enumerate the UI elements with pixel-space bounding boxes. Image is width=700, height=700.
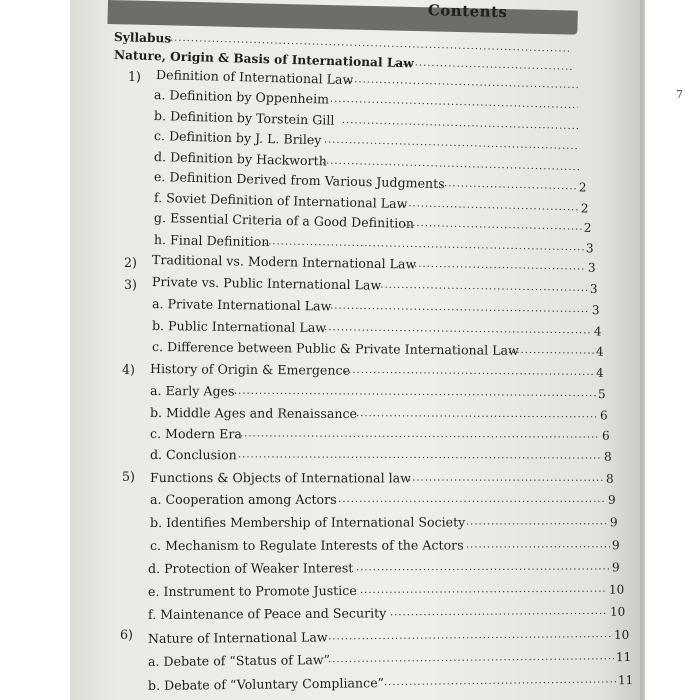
toc-entry-subsection bbox=[147, 581, 625, 601]
toc-leader-dots bbox=[238, 446, 602, 465]
contents-title: Contents bbox=[427, 1, 508, 22]
toc-entry-subsection bbox=[150, 536, 618, 555]
toc-entry-section bbox=[150, 469, 612, 488]
toc-leader-dots bbox=[408, 469, 604, 487]
toc-entry-subsection bbox=[147, 648, 632, 671]
toc-page-number: 4 bbox=[593, 324, 602, 339]
toc-entry-label: g. Essential Criteria of a Good Definition bbox=[153, 210, 415, 231]
toc-entry-label: Nature of International Law bbox=[147, 629, 328, 646]
toc-entry-subsection bbox=[150, 382, 604, 403]
toc-page-number: 9 bbox=[611, 538, 620, 553]
toc-leader-dots bbox=[384, 671, 616, 692]
toc-leader-dots bbox=[410, 256, 586, 277]
toc-page-number: 6 bbox=[601, 428, 610, 443]
toc-leader-dots bbox=[466, 536, 610, 554]
toc-entry-subsection bbox=[150, 491, 614, 509]
toc-entry-label: c. Difference between Public & Private International Law bbox=[151, 339, 519, 358]
toc-entry-subsection bbox=[150, 425, 608, 445]
toc-leader-dots bbox=[234, 383, 596, 404]
toc-leader-dots bbox=[240, 425, 600, 444]
toc-leader-dots bbox=[404, 215, 582, 237]
toc-section-number: 1) bbox=[128, 69, 141, 84]
toc-page-number: 2 bbox=[578, 180, 587, 195]
toc-page-number: 3 bbox=[591, 303, 600, 318]
toc-entry-label: a. Private International Law bbox=[151, 296, 332, 314]
toc-entry-label: Nature, Origin & Basis of International Law bbox=[113, 48, 414, 71]
toc-leader-dots bbox=[390, 603, 608, 623]
toc-leader-dots bbox=[328, 648, 614, 669]
toc-entry-label: b. Public International Law bbox=[151, 318, 327, 336]
toc-entry-label: c. Definition by J. L. Briley bbox=[153, 128, 322, 148]
toc-page-number: 10 bbox=[609, 604, 626, 619]
toc-entry-label: Functions & Objects of International law bbox=[149, 470, 411, 486]
toc-page-number: 11 bbox=[615, 649, 632, 665]
toc-section-number: 5) bbox=[122, 469, 135, 484]
toc-entry-label: a. Cooperation among Actors bbox=[150, 492, 337, 507]
toc-entry-label: b. Identifies Membership of International Society bbox=[149, 514, 466, 530]
toc-leader-dots bbox=[324, 626, 612, 647]
toc-page-number: 4 bbox=[595, 344, 604, 359]
toc-leader-dots bbox=[356, 405, 598, 424]
toc-entry-label: Syllabus bbox=[113, 30, 172, 46]
toc-entry-label: b. Debate of “Voluntary Compliance” bbox=[147, 675, 385, 693]
toc-leader-dots bbox=[360, 581, 606, 600]
toc-page-number: 9 bbox=[609, 515, 618, 530]
toc-leader-dots bbox=[400, 195, 580, 217]
toc-page-number: 9 bbox=[611, 560, 620, 575]
toc-entry-label: a. Definition by Oppenheim bbox=[153, 87, 330, 107]
toc-page-number: 11 bbox=[617, 673, 634, 688]
toc-page-number: 3 bbox=[589, 281, 598, 296]
toc-entry-label: a. Early Ages bbox=[149, 383, 235, 399]
toc-section-number: 6) bbox=[120, 627, 133, 642]
toc-section-number: 3) bbox=[124, 277, 137, 292]
toc-entry-label: e. Definition Derived from Various Judgments bbox=[153, 169, 445, 192]
toc-section-number: 2) bbox=[124, 255, 137, 270]
toc-leader-dots bbox=[372, 276, 588, 297]
toc-entry-subsection bbox=[148, 558, 618, 578]
toc-leader-dots bbox=[466, 513, 608, 531]
toc-page-number: 8 bbox=[603, 449, 612, 464]
toc-entry-subsection bbox=[150, 446, 610, 466]
toc-entry-label: d. Definition by Hackworth bbox=[153, 149, 328, 169]
toc-entry-label: d. Conclusion bbox=[149, 447, 237, 463]
toc-entry-section bbox=[147, 626, 630, 648]
toc-entry-label: Definition of International Law bbox=[155, 67, 354, 88]
toc-leader-dots bbox=[508, 342, 594, 361]
toc-entry-subsection bbox=[150, 404, 606, 424]
toc-leader-dots bbox=[320, 319, 592, 340]
toc-leader-dots bbox=[356, 558, 610, 577]
toc-entry-label: a. Debate of “Status of Law” bbox=[147, 652, 331, 669]
toc-leader-dots bbox=[326, 297, 590, 319]
toc-leader-dots bbox=[344, 362, 594, 382]
toc-entry-label: Traditional vs. Modern International Law bbox=[151, 252, 417, 272]
toc-leader-dots bbox=[440, 175, 578, 196]
toc-entry-subsection bbox=[147, 671, 634, 695]
toc-entry-label: c. Mechanism to Regulate Interests of the Actors bbox=[149, 537, 464, 553]
toc-page-number: 5 bbox=[597, 387, 606, 402]
toc-entry-subsection bbox=[152, 295, 598, 319]
toc-leader-dots bbox=[330, 91, 578, 115]
toc-page-number: 3 bbox=[587, 260, 596, 275]
margin-mark: 7 bbox=[676, 88, 683, 101]
toc-page-number: 10 bbox=[608, 582, 625, 597]
toc-page-number: 3 bbox=[585, 241, 594, 256]
toc-entry-label: Private vs. Public International Law bbox=[151, 274, 382, 293]
toc-entry-section bbox=[150, 360, 602, 382]
toc-entry-label: b. Middle Ages and Renaissance bbox=[149, 405, 358, 422]
toc-entry-subsection bbox=[150, 513, 616, 532]
toc-entry-label: d. Protection of Weaker Interest bbox=[147, 560, 354, 576]
toc-entry-label: f. Soviet Definition of International Law bbox=[153, 190, 408, 212]
toc-entry-label: c. Modern Era bbox=[149, 426, 242, 442]
toc-page-number: 4 bbox=[595, 365, 604, 380]
toc-page-number: 8 bbox=[605, 471, 614, 486]
toc-entry-label: f. Maintenance of Peace and Security bbox=[147, 605, 387, 622]
toc-page-number: 10 bbox=[613, 627, 630, 642]
toc-page-number: 2 bbox=[580, 201, 589, 216]
toc-entry-label: b. Definition by Torstein Gill bbox=[153, 108, 335, 128]
toc-leader-dots bbox=[334, 491, 606, 509]
toc-entry-label: e. Instrument to Promote Justice bbox=[147, 582, 357, 599]
toc-entry-section bbox=[152, 273, 596, 298]
toc-entry-subsection bbox=[148, 603, 624, 624]
toc-entry-subsection bbox=[152, 317, 600, 340]
toc-page-number: 2 bbox=[583, 220, 592, 235]
toc-page-number: 9 bbox=[608, 493, 616, 507]
toc-entry-label: History of Origin & Emergence bbox=[149, 361, 351, 378]
toc-section-number: 4) bbox=[122, 362, 135, 377]
toc-entry-label: h. Final Definition bbox=[153, 232, 270, 250]
toc-page-number: 6 bbox=[599, 408, 608, 423]
toc-entry-subsection bbox=[152, 338, 602, 361]
